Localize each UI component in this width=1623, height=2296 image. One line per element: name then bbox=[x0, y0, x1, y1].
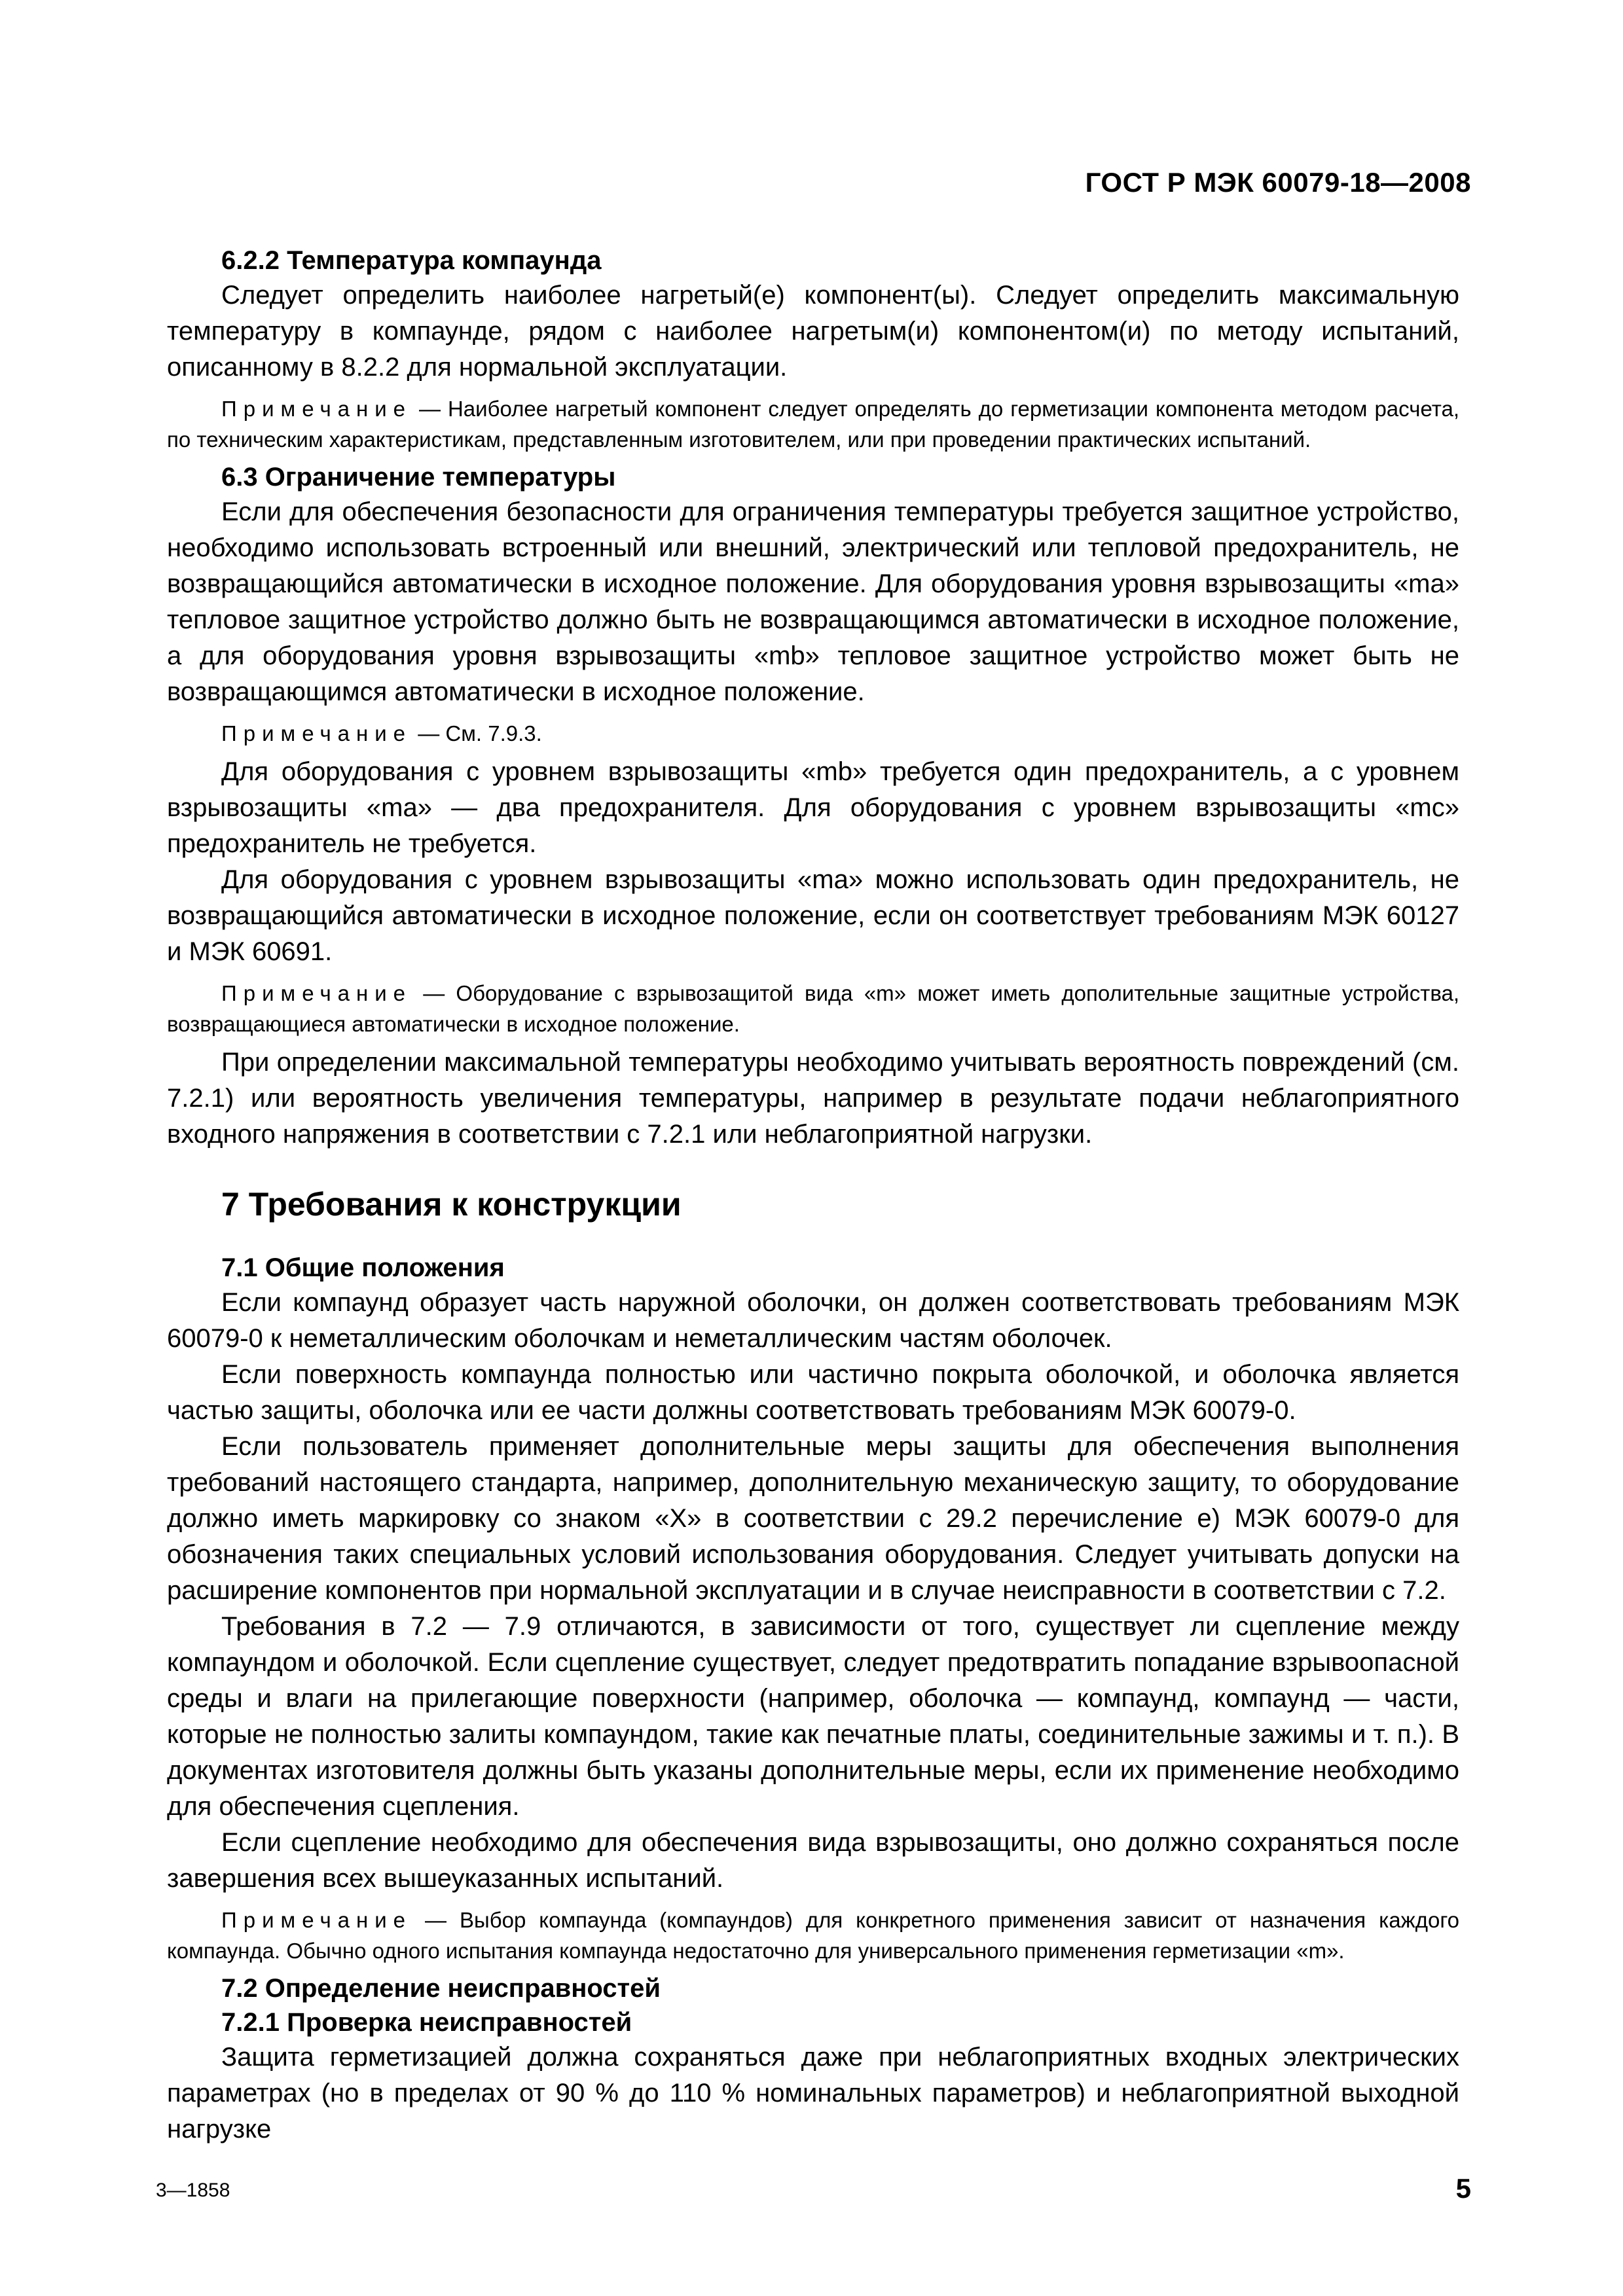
paragraph: Если для обеспечения безопасности для ограничения температуры требуется защитное устройство, необходимо использовать встроенный или внешний, электрический или тепловой предохранитель, не возвращающийся автоматически в исходное положение. Для оборудования уровня взрывозащиты «ma» тепловое защитное устройство должно быть не возвращающимся автоматически в исходное положение, а для оборудования уровня взрывозащиты «mb» тепловое защитное устройство может быть не возвращающимся автоматически в исходное положение. bbox=[167, 497, 1459, 706]
footer-print-code: 3—1858 bbox=[156, 2179, 230, 2201]
note-text: — См. 7.9.3. bbox=[418, 721, 542, 745]
section-heading-7-2: 7.2 Определение неисправностей bbox=[221, 1974, 661, 2003]
note bbox=[167, 978, 1459, 1039]
note-text: — Наиболее нагретый компонент следует определять до герметизации компонента методом расчета, по техническим характеристикам, представленным изготовителем, или при проведении практических испытаний. bbox=[167, 397, 1459, 452]
paragraph: Защита герметизацией должна сохраняться даже при неблагоприятных входных электрических параметрах (но в пределах от 90 % до 110 % номинальных параметров) и неблагоприятной выходной нагрузке bbox=[167, 2043, 1459, 2144]
section-heading-7-2-1: 7.2.1 Проверка неисправностей bbox=[221, 2008, 632, 2037]
paragraph: Для оборудования с уровнем взрывозащиты «ma» можно использовать один предохранитель, не возвращающийся автоматически в исходное положение, если он соответствует требованиям МЭК 60127 и МЭК 60691. bbox=[167, 865, 1459, 966]
paragraph: Следует определить наиболее нагретый(е) компонент(ы). Следует определить максимальную температуру в компаунде, рядом с наиболее нагретым(и) компонентом(и) по методу испытаний, описанному в 8.2.2 для нормальной эксплуатации. bbox=[167, 281, 1459, 382]
paragraph: Если компаунд образует часть наружной оболочки, он должен соответствовать требованиям МЭК 60079-0 к неметаллическим оболочкам и неметаллическим частям оболочек. bbox=[167, 1288, 1459, 1353]
note-label: Примечание bbox=[221, 397, 412, 421]
note-label: Примечание bbox=[221, 981, 412, 1005]
note bbox=[167, 1905, 1459, 1966]
paragraph: Если сцепление необходимо для обеспечения вида взрывозащиты, оно должно сохраняться после завершения всех вышеуказанных испытаний. bbox=[167, 1828, 1459, 1893]
note-label: Примечание bbox=[221, 721, 412, 745]
note bbox=[167, 718, 1459, 749]
paragraph: Требования в 7.2 — 7.9 отличаются, в зависимости от того, существует ли сцепление между компаундом и оболочкой. Если сцепление существует, следует предотвратить попадание взрывоопасной среды и влаги на прилегающие поверхности (например, оболочка — компаунд, компаунд — части, которые не полностью залиты компаундом, такие как печатные платы, соединительные зажимы и т. п.). В документах изготовителя должны быть указаны дополнительные меры, если их применение необходимо для обеспечения сцепления. bbox=[167, 1612, 1459, 1821]
paragraph: Если пользователь применяет дополнительные меры защиты для обеспечения выполнения требований настоящего стандарта, например, дополнительную механическую защиту, то оборудование должно иметь маркировку со знаком «X» в соответствии с 29.2 перечисление е) МЭК 60079-0 для обозначения таких специальных условий использования оборудования. Следует учитывать допуски на расширение компонентов при нормальной эксплуатации и в случае неисправности в соответствии с 7.2. bbox=[167, 1432, 1459, 1605]
section-heading-7: 7 Требования к конструкции bbox=[221, 1186, 682, 1223]
standard-designation: ГОСТ Р МЭК 60079-18—2008 bbox=[1085, 167, 1471, 198]
section-heading-7-1: 7.1 Общие положения bbox=[221, 1253, 505, 1282]
page-number: 5 bbox=[1455, 2173, 1471, 2204]
note bbox=[167, 393, 1459, 455]
section-heading-6-2-2: 6.2.2 Температура компаунда bbox=[221, 246, 602, 275]
paragraph: Если поверхность компаунда полностью или частично покрыта оболочкой, и оболочка является частью защиты, оболочка или ее части должны соответствовать требованиям МЭК 60079-0. bbox=[167, 1360, 1459, 1425]
note-label: Примечание bbox=[221, 1908, 412, 1932]
note-text: — Оборудование с взрывозащитой вида «m» может иметь дополительные защитные устройства, возвращающиеся автоматически в исходное положение. bbox=[167, 981, 1460, 1036]
section-heading-6-3: 6.3 Ограничение температуры bbox=[221, 463, 616, 492]
note-text: — Выбор компаунда (компаундов) для конкретного применения зависит от назначения каждого компаунда. Обычно одного испытания компаунда недостаточно для универсального применения герметизации «m». bbox=[167, 1908, 1460, 1963]
paragraph: Для оборудования с уровнем взрывозащиты «mb» требуется один предохранитель, а с уровнем взрывозащиты «ma» — два предохранителя. Для оборудования с уровнем взрывозащиты «mc» предохранитель не требуется. bbox=[167, 757, 1459, 858]
page-content bbox=[167, 243, 1459, 2147]
paragraph: При определении максимальной температуры необходимо учитывать вероятность повреждений (см. 7.2.1) или вероятность увеличения температуры, например в результате подачи неблагоприятного входного напряжения в соответствии с 7.2.1 или неблагоприятной нагрузки. bbox=[167, 1048, 1459, 1149]
